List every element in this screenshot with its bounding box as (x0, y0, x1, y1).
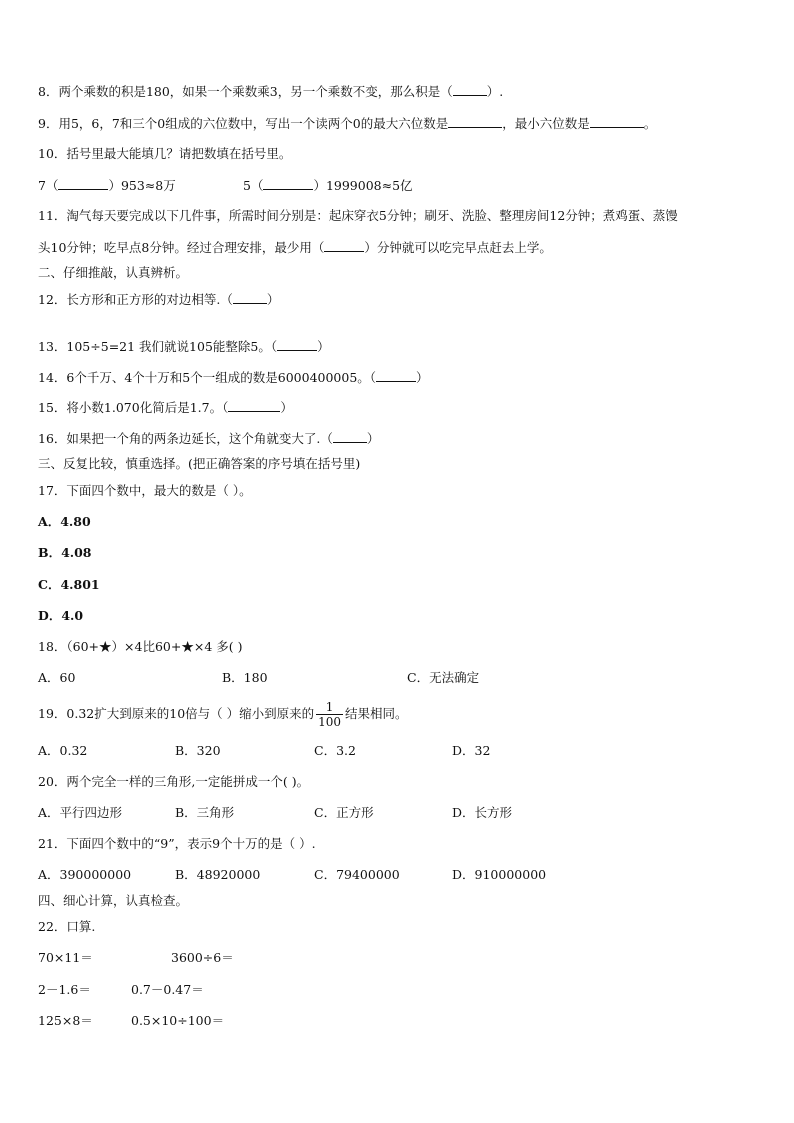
option-b[interactable]: B．三角形 (175, 805, 235, 820)
option-d[interactable]: D．长方形 (452, 805, 513, 820)
answer-blank[interactable] (590, 115, 644, 128)
calc-item: 0.5×10÷100＝ (131, 1013, 225, 1028)
question-text: 下面四个数中的“9”，表示9个十万的是（ ）. (66, 836, 316, 851)
question-text-mid: ，最小六位数是 (502, 116, 590, 131)
answer-blank[interactable] (263, 177, 313, 190)
calc-item: 2－1.6＝ (38, 982, 91, 997)
question-8 (38, 83, 503, 100)
sub-text: ）953≈8万 (108, 178, 176, 193)
question-text: 淘气每天要完成以下几件事，所需时间分别是：起床穿衣5分钟；刷牙、洗脸、整理房间12分钟；煮鸡蛋、蒸馒 (66, 208, 678, 223)
question-22 (38, 919, 95, 935)
question-text: 口算. (66, 919, 96, 934)
option-c[interactable]: C．无法确定 (407, 670, 480, 685)
question-text-end: 结果相同。 (345, 706, 408, 721)
question-text: 括号里最大能填几？请把数填在括号里。 (66, 146, 292, 161)
question-number: 15． (38, 400, 67, 415)
option-d[interactable]: D．910000000 (452, 867, 547, 882)
calc-item: 0.7－0.47＝ (131, 982, 204, 997)
option-c[interactable]: C．4.801 (38, 577, 100, 592)
question-11 (38, 208, 678, 224)
question-text: 两个完全一样的三角形,一定能拼成一个( )。 (66, 774, 310, 789)
question-text-end: 。 (643, 116, 657, 131)
question-9 (38, 115, 656, 132)
option-a[interactable]: A．390000000 (38, 867, 132, 882)
question-12 (38, 291, 279, 308)
answer-blank[interactable] (58, 177, 108, 190)
option-b[interactable]: B．4.08 (38, 545, 92, 560)
option-a[interactable]: A．4.80 (38, 514, 91, 529)
question-16 (38, 430, 379, 447)
calc-item: 125×8＝ (38, 1013, 93, 1028)
question-number: 17． (38, 483, 67, 498)
question-text: 用5，6，7和三个0组成的六位数中，写出一个读两个0的最大六位数是 (58, 116, 449, 131)
answer-blank[interactable] (233, 291, 267, 304)
option-a[interactable]: A．60 (38, 670, 76, 685)
question-number: 13． (38, 339, 67, 354)
section-2-heading: 二、仔细推敲，认真辨析。 (38, 265, 189, 280)
fraction-numerator: 1 (316, 700, 343, 715)
question-number: 18． (38, 639, 67, 654)
question-text-end: ） (416, 370, 429, 385)
question-number: 22． (38, 919, 67, 934)
question-text: 长方形和正方形的对边相等.（ (66, 292, 233, 307)
section-3-heading: 三、反复比较，慎重选择。(把正确答案的序号填在括号里) (38, 456, 361, 471)
question-number: 12． (38, 292, 67, 307)
calc-item: 3600÷6＝ (171, 950, 234, 965)
answer-blank[interactable] (228, 399, 280, 412)
option-a[interactable]: A．0.32 (38, 743, 88, 758)
question-text: 0.32扩大到原来的10倍与（ ）缩小到原来的 (66, 706, 315, 721)
answer-blank[interactable] (324, 239, 364, 252)
option-c[interactable]: C．79400000 (314, 867, 400, 882)
question-20 (38, 774, 309, 790)
sub-text: ）1999008≈5亿 (313, 178, 413, 193)
answer-blank[interactable] (277, 338, 317, 351)
question-text-end: ）分钟就可以吃完早点赶去上学。 (364, 240, 552, 255)
option-d[interactable]: D．4.0 (38, 608, 84, 623)
answer-blank[interactable] (376, 369, 416, 382)
question-11-line2 (38, 239, 552, 256)
question-text-end: ） (317, 339, 330, 354)
question-number: 16． (38, 431, 67, 446)
question-text: 6个千万、4个十万和5个一组成的数是6000400005。（ (66, 370, 377, 385)
option-a[interactable]: A．平行四边形 (38, 805, 123, 820)
question-15 (38, 399, 293, 416)
question-19 (38, 698, 408, 730)
sub-text: 5（ (243, 178, 264, 193)
fraction-denominator: 100 (318, 715, 342, 729)
sub-text: 7（ (38, 178, 59, 193)
option-b[interactable]: B．180 (222, 670, 268, 685)
question-number: 11． (38, 208, 67, 223)
option-b[interactable]: B．320 (175, 743, 221, 758)
question-text: （60+★）×4比60+★×4 多( ) (66, 639, 243, 654)
question-text: 如果把一个角的两条边延长，这个角就变大了.（ (66, 431, 333, 446)
question-text-end: ） (366, 431, 380, 446)
question-21 (38, 836, 316, 852)
calc-item: 70×11＝ (38, 950, 93, 965)
question-number: 9． (38, 116, 59, 131)
question-number: 21． (38, 836, 67, 851)
option-d[interactable]: D．32 (452, 743, 491, 758)
question-text: 头10分钟；吃早点8分钟。经过合理安排，最少用（ (38, 240, 325, 255)
option-b[interactable]: B．48920000 (175, 867, 261, 882)
question-18 (38, 639, 242, 655)
question-number: 19． (38, 706, 67, 721)
question-10-sub2 (243, 177, 413, 194)
fraction (316, 700, 343, 729)
question-text-end: ）. (486, 84, 504, 99)
question-text: 两个乘数的积是180，如果一个乘数乘3，另一个乘数不变，那么积是（ (58, 84, 453, 99)
question-text-end: ） (280, 400, 293, 415)
question-text: 105÷5=21 我们就说105能整除5。（ (66, 339, 278, 354)
question-number: 14． (38, 370, 67, 385)
question-text-end: ） (266, 292, 280, 307)
answer-blank[interactable] (453, 83, 487, 96)
option-c[interactable]: C．3.2 (314, 743, 356, 758)
question-number: 8． (38, 84, 59, 99)
answer-blank[interactable] (333, 430, 367, 443)
question-10 (38, 146, 291, 162)
question-13 (38, 338, 330, 355)
question-14 (38, 369, 429, 386)
question-number: 10． (38, 146, 67, 161)
answer-blank[interactable] (448, 115, 502, 128)
question-17 (38, 483, 252, 499)
question-number: 20． (38, 774, 67, 789)
question-text: 下面四个数中，最大的数是（ ）。 (66, 483, 252, 498)
question-10-sub1 (38, 177, 176, 194)
option-c[interactable]: C．正方形 (314, 805, 374, 820)
question-text: 将小数1.070化简后是1.7。（ (66, 400, 229, 415)
section-4-heading: 四、细心计算，认真检查。 (38, 893, 189, 908)
